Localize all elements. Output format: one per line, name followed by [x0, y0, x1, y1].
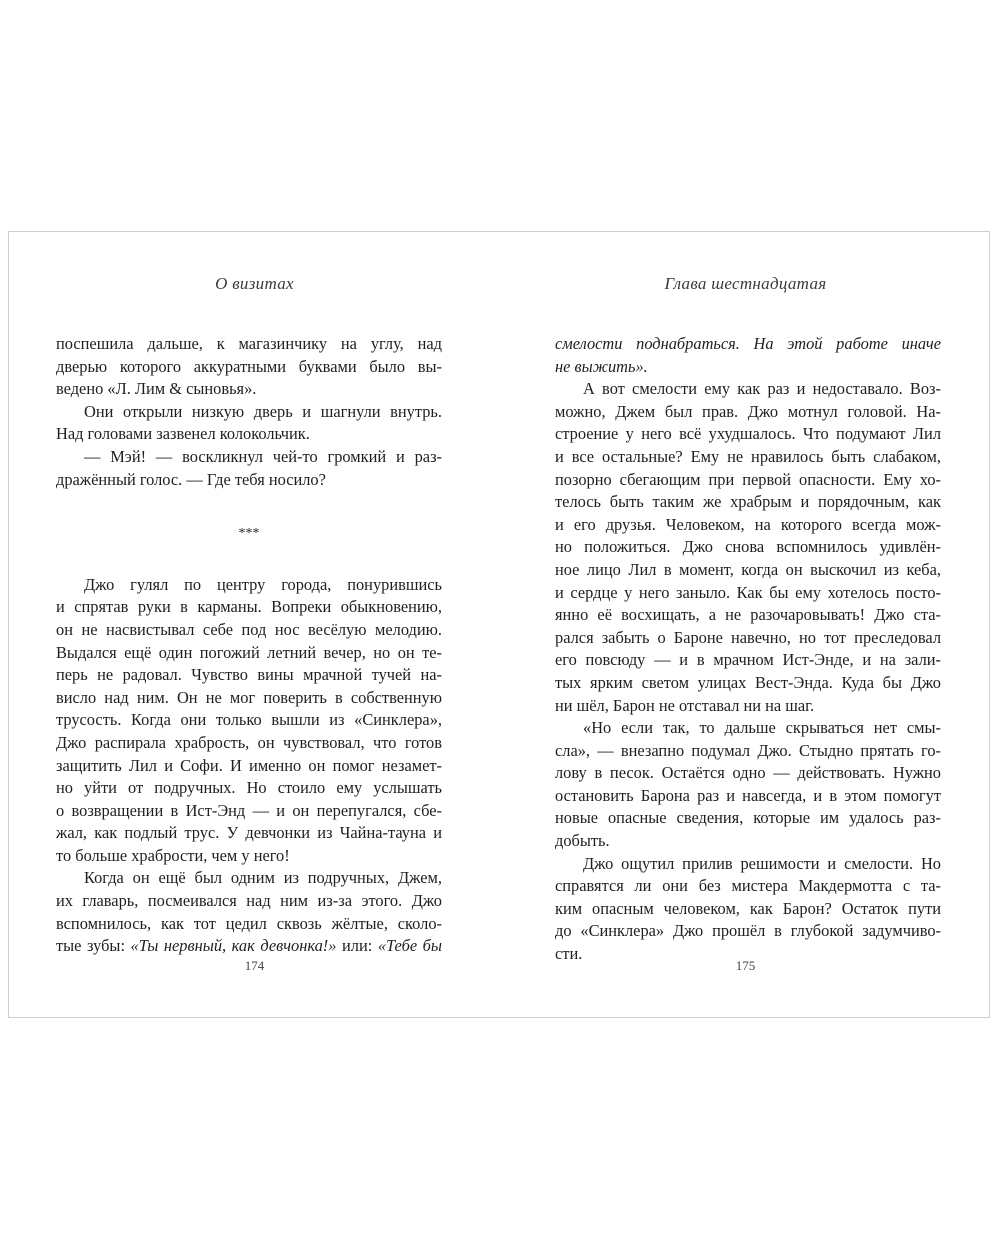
text-line: его повсюду — и в мрачном Ист-Энде, и на зали- — [555, 650, 941, 670]
text-line: но уйти от подручных. Но стоило ему услышать — [56, 778, 442, 798]
text-line: трусость. Когда они только вышли из «Синклера», — [56, 710, 442, 730]
italic-quote: «Тебе бы — [377, 936, 442, 956]
text-line: можно, Джем был прав. Джо мотнул головой. На- — [555, 401, 941, 421]
text-line: сти. — [555, 944, 583, 964]
text-line — [555, 356, 941, 379]
right-page-number: 175 — [735, 958, 756, 973]
text-line: тых ярким светом улицах Вест-Энда. Куда бы Джо — [555, 672, 941, 692]
text-line: Над головами зазвенел колокольчик. — [56, 424, 310, 444]
text-line: телось быть таким же храбрым и порядочным, как — [555, 492, 941, 512]
text-line: — Мэй! — воскликнул чей-то громкий и раз- — [84, 446, 442, 466]
text-line: сла», — внезапно подумал Джо. Стыдно прятать го- — [555, 740, 941, 760]
right-running-head: Глава шестнадцатая — [664, 274, 827, 293]
right-page — [500, 232, 991, 1017]
italic-quote: не выжить». — [555, 356, 648, 376]
text-line: вспомнилось, как тот цедил сквозь жёлтые, сколо- — [56, 913, 442, 933]
text-line: и сердце у него заныло. Как бы ему хотелось посто- — [555, 582, 941, 602]
text-line: дверью которого аккуратными буквами было вы- — [56, 356, 442, 376]
text-line: и все остальные? Ему не нравилось быть слабаком, — [555, 446, 941, 466]
text-line: дражённый голос. — Где тебя носило? — [56, 469, 326, 489]
left-page — [9, 232, 500, 1017]
text-run: тые зубы: — [56, 936, 131, 956]
section-separator: *** — [238, 526, 260, 542]
italic-quote: «Ты нервный, как девчонка!» — [130, 936, 337, 956]
left-running-head: О визитах — [215, 274, 294, 293]
text-line: жал, как подлый трус. У девчонки из Чайна-тауна и — [56, 823, 442, 843]
text-line: Выдался ещё один погожий летний вечер, но он те- — [56, 642, 442, 662]
text-line: и спрятав руки в карманы. Вопреки обыкновению, — [56, 597, 442, 617]
text-line: янно её восхищать, а не разочаровывать! Джо ста- — [555, 605, 941, 625]
text-line: о возвращении в Ист-Энд — и он перепугался, сбе- — [56, 800, 442, 820]
text-line: позорно сбегающим при первой опасности. Ему хо- — [555, 469, 941, 489]
text-line: поспешила дальше, к магазинчику на углу, над — [56, 334, 442, 353]
text-line: добыть. — [555, 831, 610, 851]
text-line: висло над ним. Он не мог поверить в собственную — [56, 687, 442, 707]
text-line — [555, 333, 941, 356]
text-line: ное лицо Лил в момент, когда он выскочил из кеба, — [555, 559, 941, 579]
text-line: рался забыть о Бароне навечно, но тот преследовал — [555, 627, 941, 647]
text-run: или: — [336, 936, 378, 956]
text-line: перь не радовал. Чувство вины мрачной тучей на- — [56, 665, 442, 685]
text-line: остановить Барона раз и навсегда, и в этом помогут — [555, 785, 941, 805]
text-line: лову в песок. Остаётся одно — действовать. Нужно — [555, 763, 941, 783]
text-line: строение у него всё ухудшалось. Что подумают Лил — [555, 424, 941, 444]
text-line: то больше храбрости, чем у него! — [56, 845, 290, 865]
text-line: ни шёл, Барон не отставал ни на шаг. — [555, 695, 815, 715]
text-line-mixed — [56, 935, 442, 958]
text-line: и его друзья. Человеком, на которого всегда мож- — [555, 514, 941, 534]
text-line: Когда он ещё был одним из подручных, Джем, — [84, 868, 442, 888]
text-line: но положиться. Джо снова вспомнилось удивлён- — [555, 537, 941, 557]
text-line: новые опасные сведения, которые им удалось раз- — [555, 808, 941, 828]
text-line: он не насвистывал себе под нос весёлую мелодию. — [56, 619, 442, 639]
right-text-block — [555, 333, 941, 966]
text-line: защитить Лил и Софи. И именно он помог незамет- — [56, 755, 442, 775]
text-line: А вот смелости ему как раз и недоставало. Воз- — [583, 379, 941, 399]
text-line: Они открыли низкую дверь и шагнули внутрь. — [84, 401, 442, 421]
text-line: до «Синклера» Джо прошёл в глубокой задумчиво- — [555, 921, 941, 941]
text-line: справятся ли они без мистера Макдермотта с та- — [555, 876, 941, 896]
text-line: Джо распирала храбрость, он чувствовал, что готов — [56, 732, 442, 752]
italic-quote: смелости поднабраться. На этой работе иначе — [555, 334, 941, 353]
text-line: Джо ощутил прилив решимости и смелости. Но — [583, 853, 941, 873]
text-line: Джо гулял по центру города, понурившись — [84, 574, 442, 594]
text-line: их главарь, посмеивался над ним из-за этого. Джо — [56, 891, 442, 911]
left-page-number: 174 — [244, 958, 265, 973]
text-line: «Но если так, то дальше скрываться нет смы- — [583, 718, 941, 738]
left-text-block — [56, 333, 442, 958]
text-line: ким опасным человеком, как Барон? Остаток пути — [555, 898, 941, 918]
book-spread — [8, 231, 990, 1018]
text-line: ведено «Л. Лим & сыновья». — [56, 379, 257, 399]
